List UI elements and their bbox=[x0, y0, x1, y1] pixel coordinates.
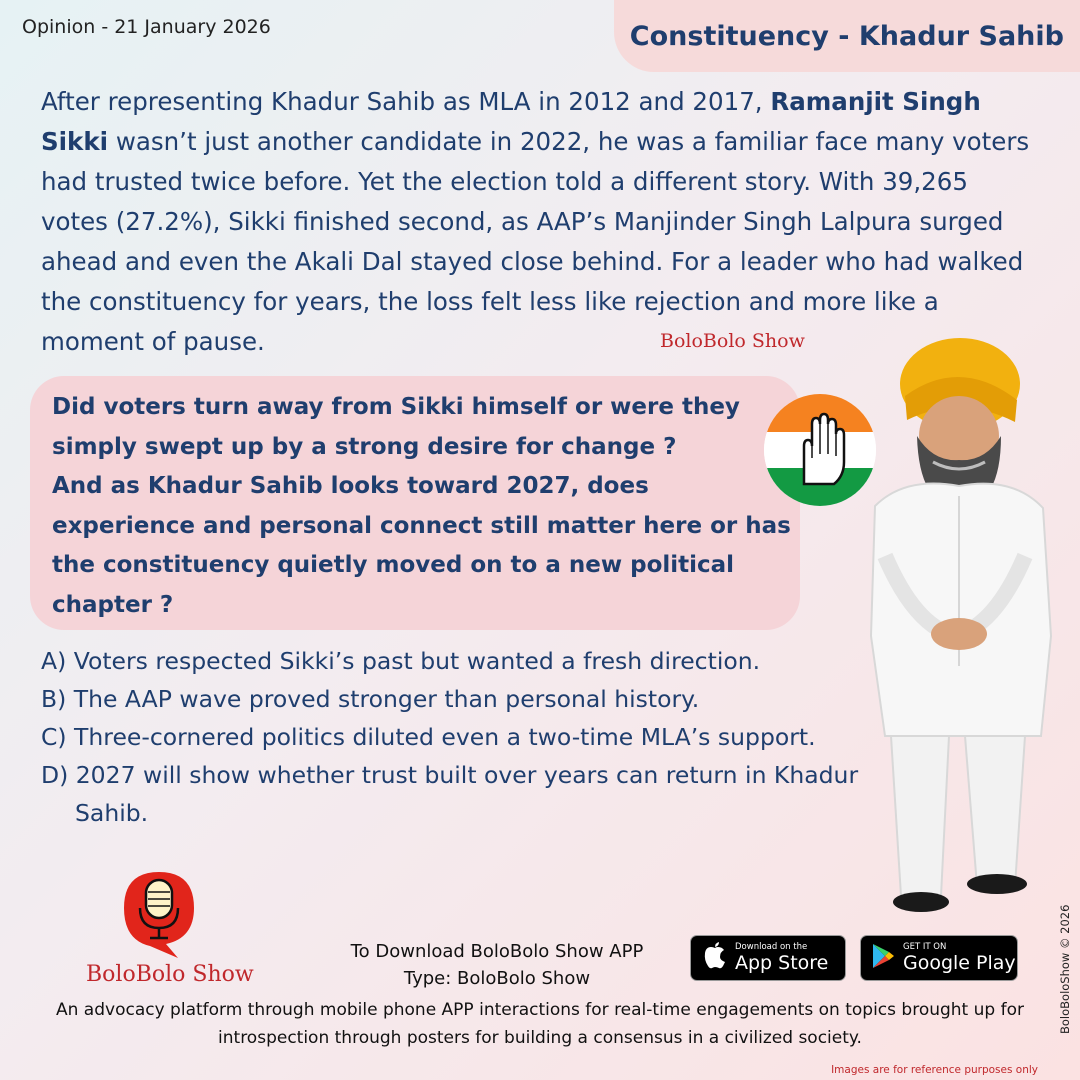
app-store-badge[interactable] bbox=[690, 935, 846, 981]
question-line-1: Did voters turn away from Sikki himself or were they simply swept up by a strong desire for change ? bbox=[52, 394, 740, 460]
brand-watermark: BoloBolo Show bbox=[660, 330, 805, 352]
google-play-badge[interactable] bbox=[860, 935, 1018, 981]
candidate-photo bbox=[845, 336, 1055, 916]
microphone-icon bbox=[120, 868, 198, 960]
app-store-small-text: Download on the bbox=[735, 942, 808, 953]
app-store-label: App Store bbox=[735, 951, 829, 974]
download-line-1: To Download BoloBolo Show APP bbox=[350, 941, 644, 962]
download-line-2: Type: BoloBolo Show bbox=[403, 968, 591, 989]
google-play-small-text: GET IT ON bbox=[903, 942, 947, 953]
apple-icon bbox=[703, 942, 727, 974]
constituency-banner bbox=[614, 0, 1080, 72]
intro-paragraph bbox=[41, 82, 1041, 362]
image-disclaimer: Images are for reference purposes only bbox=[831, 1064, 1038, 1076]
google-play-icon bbox=[871, 943, 895, 973]
brand-logo-text: BoloBolo Show bbox=[86, 962, 254, 987]
answer-options bbox=[41, 642, 861, 832]
candidate-name: Ramanjit Singh Sikki bbox=[41, 87, 981, 156]
advocacy-statement: An advocacy platform through mobile phone APP interactions for real-time engagements on topics brought up for introspection through posters for building a consensus in a civilized society. bbox=[56, 1000, 1024, 1048]
option-b: B) The AAP wave proved stronger than personal history. bbox=[41, 685, 700, 713]
question-line-2: And as Khadur Sahib looks toward 2027, does experience and personal connect still matter here or has the constituency quietly moved on to a new political chapter ? bbox=[52, 473, 791, 618]
copyright-notice: BoloBoloShow © 2026 bbox=[1058, 904, 1072, 1034]
option-a: A) Voters respected Sikki’s past but wanted a fresh direction. bbox=[41, 647, 761, 675]
question-text bbox=[52, 388, 792, 625]
constituency-title: Constituency - Khadur Sahib bbox=[629, 20, 1064, 52]
intro-text-start: After representing Khadur Sahib as MLA in 2012 and 2017, bbox=[41, 87, 771, 116]
download-instructions bbox=[320, 938, 674, 992]
google-play-label: Google Play bbox=[903, 951, 1016, 974]
intro-text-end: wasn’t just another candidate in 2022, he was a familiar face many voters had trusted twice before. Yet the election told a different story. With 39,265 votes (27.2%), Sikki finished second, as AAP’s Manjinder Singh Lalpura surged ahead and even the Akali Dal stayed close behind. For a leader who had walked the constituency for years, the loss felt less like rejection and more like a moment of pause. bbox=[41, 127, 1030, 356]
option-d: D) 2027 will show whether trust built over years can return in Khadur Sahib. bbox=[41, 761, 859, 827]
option-c: C) Three-cornered politics diluted even a two-time MLA’s support. bbox=[41, 723, 816, 751]
date-label: Opinion - 21 January 2026 bbox=[22, 16, 271, 38]
